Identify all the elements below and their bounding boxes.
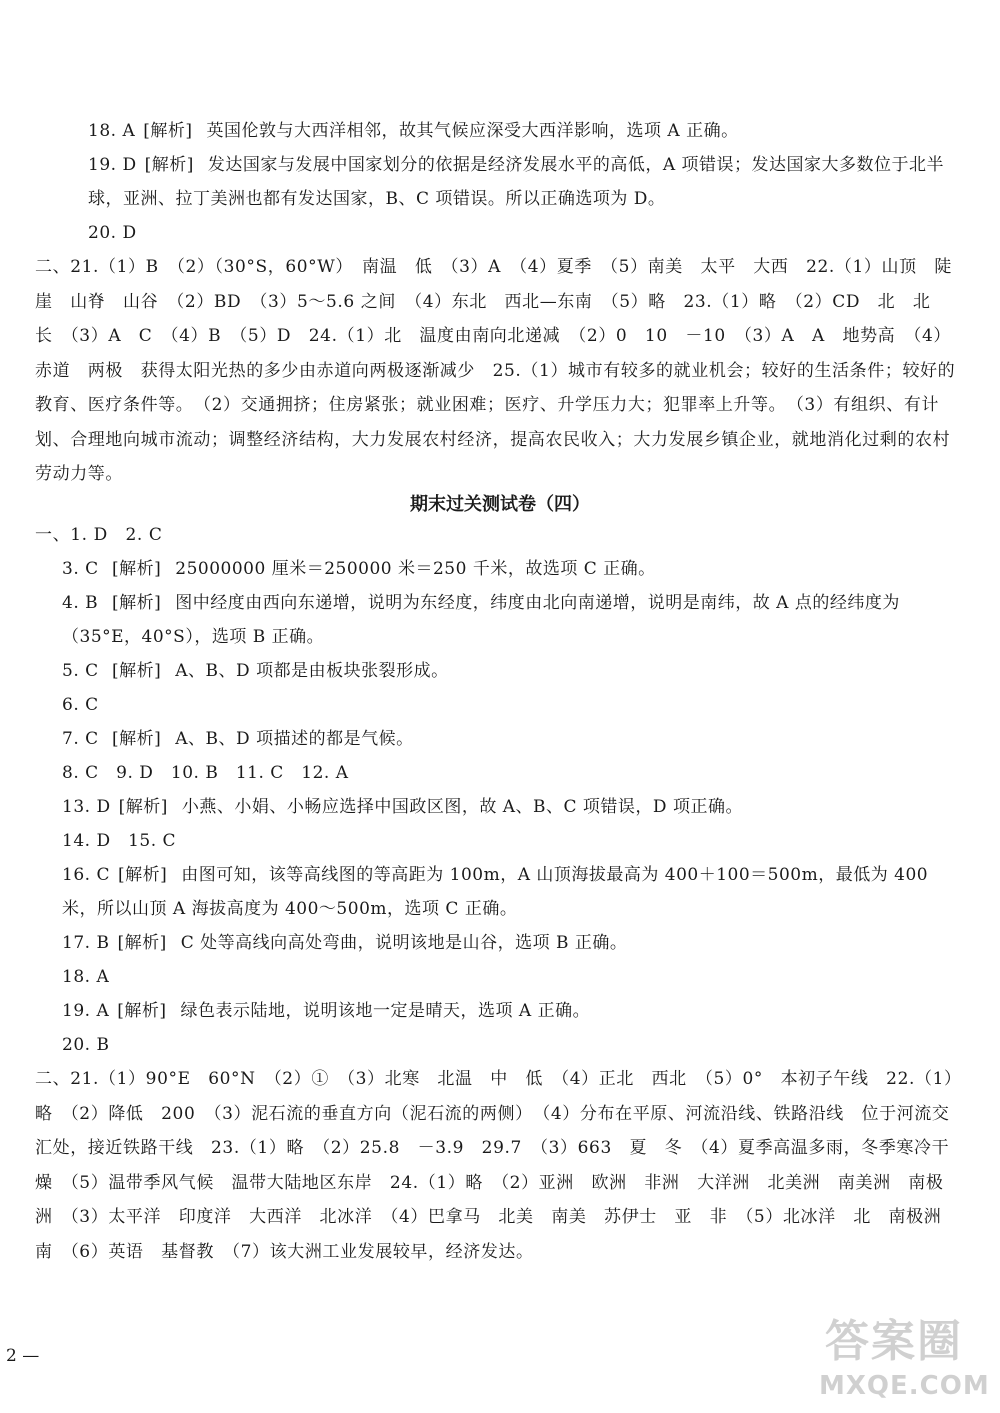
analysis-text: 绿色表示陆地，说明该地一定是晴天，选项 A 正确。	[180, 1001, 591, 1021]
part2-answers-top	[35, 250, 960, 492]
watermark-url: MXQE.COM	[819, 1371, 990, 1401]
analysis-tag: [解析]	[143, 121, 193, 141]
analysis-text: 小燕、小娟、小畅应选择中国政区图，故 A、B、C 项错误，D 项正确。	[181, 797, 743, 817]
watermark-title: 答案圈	[825, 1316, 963, 1367]
exam-part1-lead-line	[35, 518, 960, 553]
analysis-tag: [解析]	[117, 1001, 167, 1021]
answer-16	[62, 858, 952, 926]
answer-4	[62, 586, 952, 654]
question-number: 3. C	[62, 559, 99, 579]
analysis-tag: [解析]	[118, 797, 168, 817]
question-number: 17. B	[62, 933, 110, 953]
answer-5	[62, 654, 922, 688]
section-body: 21.（1）90°E 60°N （2）① （3）北寒 北温 中 低 （4）正北 西北 （5）0° 本初子午线 22.（1）略 （2）降低 200 （3）泥石流的垂直方向（泥石流的两侧） （4）分布在平原、河流沿线、铁路沿线 位于河流交汇处，接近铁路干线 23.（1）略 （2）25.8 －3.9 29.7 （3）663 夏 冬 （4）夏季高温多雨，冬季寒冷干燥 （5）温带季风气候 温带大陆地区东岸 24.（1）略 （2）亚洲 欧洲 非洲 大洋洲 北美洲 南美洲 南极洲 （3）太平洋 印度洋 大西洋 北冰洋 （4）巴拿马 北美 南美 苏伊士 亚 非 （5）北冰洋 北 南极洲 南 （6）英语 基督教 （7）该大洲工业发展较早，经济发达。	[35, 1069, 959, 1262]
question-number: 4. B	[62, 593, 99, 613]
question-number: 20. D	[88, 223, 137, 243]
question-number: 19. D	[88, 155, 137, 175]
answers-14-15: 14. D 15. C	[62, 831, 177, 851]
analysis-text: 发达国家与发展中国家划分的依据是经济发展水平的高低，A 项错误；发达国家大多数位于北半球，亚洲、拉丁美洲也都有发达国家，B、C 项错误。所以正确选项为 D。	[88, 155, 945, 209]
question-number: 18. A	[88, 121, 136, 141]
question-number: 13. D	[62, 797, 111, 817]
answer-20b: 20. B	[62, 1035, 110, 1055]
analysis-text: 25000000 厘米＝250000 米＝250 千米，故选项 C 正确。	[175, 559, 656, 579]
analysis-text: A、B、D 项描述的都是气候。	[175, 729, 414, 749]
watermark-logo	[815, 1305, 1000, 1413]
analysis-text: 图中经度由西向东递增，说明为东经度，纬度由北向南递增，说明是南纬，故 A 点的经纬度为（35°E，40°S），选项 B 正确。	[62, 593, 900, 647]
analysis-tag: [解析]	[112, 661, 162, 681]
section-lead: 二、	[35, 257, 71, 277]
analysis-tag: [解析]	[144, 155, 194, 175]
exam-part2-answers	[35, 1062, 960, 1269]
answer-17	[62, 926, 922, 960]
answer-19	[88, 148, 948, 216]
section-lead: 一、	[35, 525, 71, 545]
section-lead: 二、	[35, 1069, 71, 1089]
question-number: 5. C	[62, 661, 99, 681]
analysis-text: C 处等高线向高处弯曲，说明该地是山谷，选项 B 正确。	[180, 933, 628, 953]
analysis-tag: [解析]	[112, 559, 162, 579]
answer-18	[88, 114, 948, 148]
analysis-text: 由图可知，该等高线图的等高距为 100m，A 山顶海拔最高为 400＋100＝500m，最低为 400 米，所以山顶 A 海拔高度为 400～500m，选项 C 正确。	[62, 865, 929, 919]
answers-1-2: 1. D 2. C	[70, 525, 163, 545]
answer-6: 6. C	[62, 695, 99, 715]
analysis-tag: [解析]	[117, 933, 167, 953]
analysis-tag: [解析]	[112, 593, 162, 613]
exam-title: 期末过关测试卷（四）	[410, 494, 590, 515]
answer-19b	[62, 994, 922, 1028]
section-body: 21.（1）B （2）（30°S，60°W） 南温 低 （3）A （4）夏季 （5）南美 太平 大西 22.（1）山顶 陡崖 山脊 山谷 （2）BD （3）5～5.6 之间 （4）东北 西北—东南 （5）略 23.（1）略 （2）CD 北 北 长 （3）A C （4）B （5）D 24.（1）北 温度由南向北递减 （2）0 10 －10 （3）A A 地势高 （4）赤道 两极 获得太阳光热的多少由赤道向两极逐渐减少 25.（1）城市有较多的就业机会；较好的生活条件；较好的教育、医疗条件等。 （2）交通拥挤；住房紧张；就业困难；医疗、升学压力大；犯罪率上升等。 （3）有组织、有计划、合理地向城市流动；调整经济结构，大力发展农村经济，提高农民收入；大力发展乡镇企业，就地消化过剩的农村劳动力等。	[35, 257, 956, 484]
answer-20	[88, 216, 948, 250]
question-number: 19. A	[62, 1001, 110, 1021]
answer-7	[62, 722, 922, 756]
question-number: 7. C	[62, 729, 99, 749]
answer-3	[62, 552, 922, 586]
answer-13	[62, 790, 922, 824]
analysis-tag: [解析]	[117, 865, 168, 885]
answers-8-12: 8. C 9. D 10. B 11. C 12. A	[62, 763, 349, 783]
analysis-tag: [解析]	[112, 729, 162, 749]
analysis-text: A、B、D 项都是由板块张裂形成。	[175, 661, 449, 681]
page-number: 2 —	[6, 1346, 40, 1366]
question-number: 16. C	[62, 865, 110, 885]
analysis-text: 英国伦敦与大西洋相邻，故其气候应深受大西洋影响，选项 A 正确。	[206, 121, 739, 141]
answer-18b: 18. A	[62, 967, 110, 987]
